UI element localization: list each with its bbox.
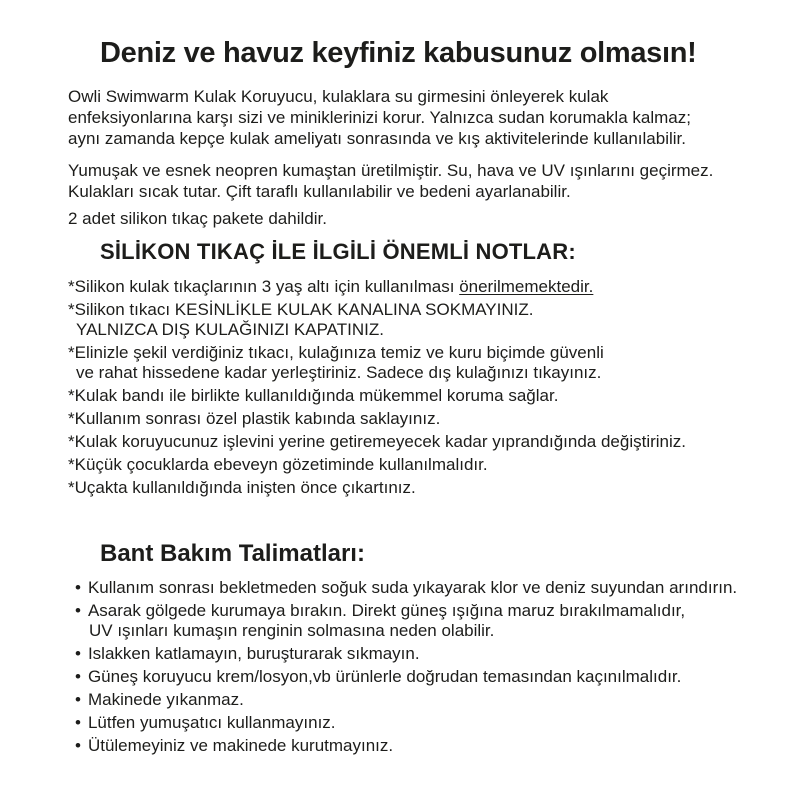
note-line: [68, 343, 776, 363]
note-line: [68, 432, 776, 452]
care-text: Güneş koruyucu krem/losyon,vb ürünlerle doğrudan temasından kaçınılmalıdır.: [87, 667, 682, 686]
intro-paragraph-2: [68, 160, 776, 202]
asterisk-marker: *: [68, 300, 75, 319]
paragraph-line: Kulakları sıcak tutar. Çift taraflı kullanılabilir ve bedeni ayarlanabilir.: [68, 182, 571, 201]
care-line: [75, 601, 776, 621]
list-item: [68, 667, 776, 687]
silicon-notes-list: [68, 277, 776, 498]
note-text: Elinizle şekil verdiğiniz tıkacı, kulağınıza temiz ve kuru biçimde güvenli: [74, 343, 604, 362]
note-line: YALNIZCA DIŞ KULAĞINIZI KAPATINIZ.: [76, 320, 384, 339]
care-text: Asarak gölgede kurumaya bırakın. Direkt güneş ışığına maruz bırakılmamalıdır,: [87, 601, 686, 620]
list-item: [68, 713, 776, 733]
bullet-marker: •: [75, 578, 81, 597]
asterisk-marker: *: [68, 455, 75, 474]
list-item: [68, 478, 776, 498]
note-line: [68, 455, 776, 475]
list-item: [68, 277, 776, 297]
asterisk-marker: *: [68, 432, 75, 451]
note-text: Uçakta kullanıldığında inişten önce çıkartınız.: [74, 478, 416, 497]
care-text: Islakken katlamayın, buruşturarak sıkmayın.: [87, 644, 420, 663]
note-text: Kullanım sonrası özel plastik kabında saklayınız.: [74, 409, 441, 428]
list-item: [68, 578, 776, 598]
note-text: Silikon kulak tıkaçlarının 3 yaş altı için kullanılması: [74, 277, 460, 296]
list-item: [68, 455, 776, 475]
care-text: Kullanım sonrası bekletmeden soğuk suda yıkayarak klor ve deniz suyundan arındırın.: [87, 578, 738, 597]
note-line: [68, 300, 776, 320]
asterisk-marker: *: [68, 386, 75, 405]
care-text: Lütfen yumuşatıcı kullanmayınız.: [87, 713, 336, 732]
list-item: [68, 690, 776, 710]
list-item: [68, 409, 776, 429]
note-line: [68, 277, 776, 297]
care-line: [75, 690, 776, 710]
list-item: [68, 736, 776, 756]
silicon-notes-heading: SİLİKON TIKAÇ İLE İLGİLİ ÖNEMLİ NOTLAR:: [100, 239, 576, 264]
bullet-marker: •: [75, 690, 81, 709]
page-title: Deniz ve havuz keyfiniz kabusunuz olmasın!: [100, 37, 697, 69]
paragraph-line: enfeksiyonlarına karşı sizi ve miniklerinizi korur. Yalnızca sudan korumakla kalmaz;: [68, 108, 691, 127]
intro-paragraph-1: [68, 86, 776, 149]
care-instructions-list: [68, 578, 776, 756]
bullet-marker: •: [75, 736, 81, 755]
note-text: Küçük çocuklarda ebeveyn gözetiminde kullanılmalıdır.: [74, 455, 488, 474]
care-instructions-heading: Bant Bakım Talimatları:: [100, 540, 365, 567]
paragraph-line: Yumuşak ve esnek neopren kumaştan üretilmiştir. Su, hava ve UV ışınlarını geçirmez.: [68, 161, 714, 180]
care-line: [75, 578, 776, 598]
bullet-marker: •: [75, 644, 81, 663]
asterisk-marker: *: [68, 478, 75, 497]
care-line: UV ışınları kumaşın renginin solmasına neden olabilir.: [89, 621, 495, 640]
list-item: [68, 644, 776, 664]
asterisk-marker: *: [68, 277, 75, 296]
care-text: Ütülemeyiniz ve makinede kurutmayınız.: [87, 736, 394, 755]
paragraph-line: 2 adet silikon tıkaç pakete dahildir.: [68, 209, 327, 228]
list-item: [68, 601, 776, 641]
note-text: Kulak koruyucunuz işlevini yerine getiremeyecek kadar yıprandığında değiştiriniz.: [74, 432, 686, 451]
asterisk-marker: *: [68, 409, 75, 428]
care-line: [75, 736, 776, 756]
care-line: [75, 644, 776, 664]
note-text: Silikon tıkacı KESİNLİKLE KULAK KANALINA SOKMAYINIZ.: [74, 300, 534, 319]
paragraph-line: aynı zamanda kepçe kulak ameliyatı sonrasında ve kış aktivitelerinde kullanılabilir.: [68, 129, 686, 148]
bullet-marker: •: [75, 713, 81, 732]
list-item: [68, 343, 776, 383]
list-item: [68, 300, 776, 340]
note-text-underlined: önerilmemektedir.: [459, 277, 594, 296]
note-line: [68, 409, 776, 429]
care-line: [75, 713, 776, 733]
asterisk-marker: *: [68, 343, 75, 362]
list-item: [68, 432, 776, 452]
care-line: [75, 667, 776, 687]
note-line: [68, 478, 776, 498]
note-text: Kulak bandı ile birlikte kullanıldığında mükemmel koruma sağlar.: [74, 386, 559, 405]
list-item: [68, 386, 776, 406]
care-text: Makinede yıkanmaz.: [87, 690, 244, 709]
paragraph-line: Owli Swimwarm Kulak Koruyucu, kulaklara su girmesini önleyerek kulak: [68, 87, 609, 106]
bullet-marker: •: [75, 667, 81, 686]
note-line: [68, 386, 776, 406]
intro-paragraph-3: [68, 208, 776, 229]
note-line: ve rahat hissedene kadar yerleştiriniz. Sadece dış kulağınızı tıkayınız.: [76, 363, 602, 382]
bullet-marker: •: [75, 601, 81, 620]
